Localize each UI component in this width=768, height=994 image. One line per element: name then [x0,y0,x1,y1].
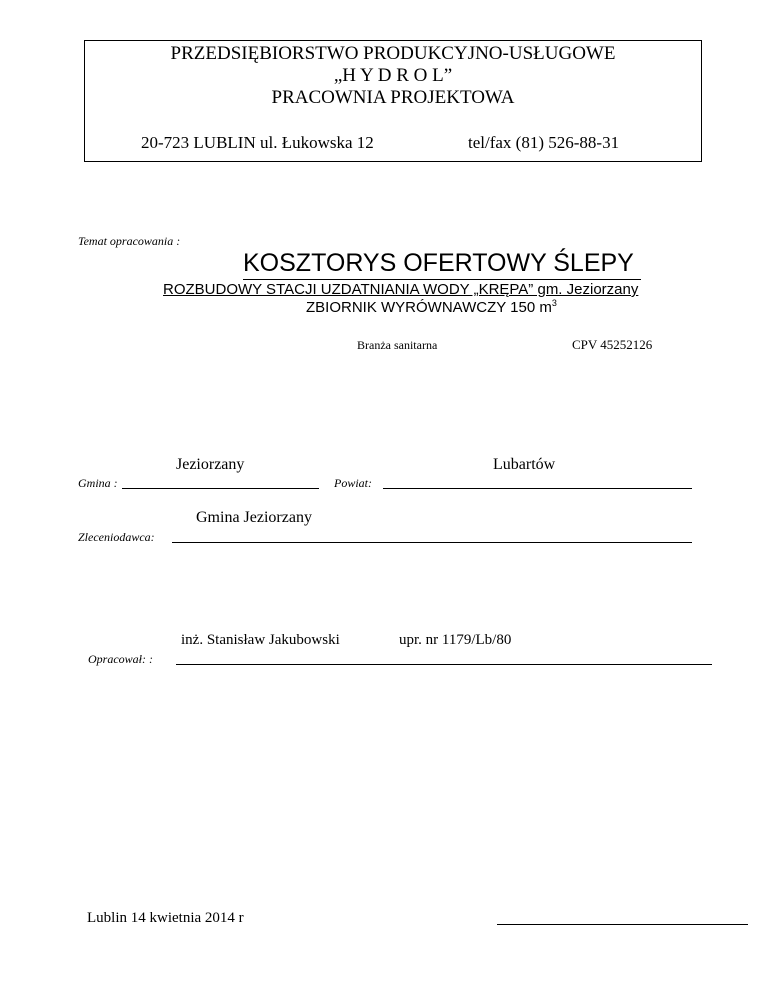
company-brand: „H Y D R O L” [333,65,453,86]
topic-label: Temat opracowania : [78,234,181,248]
zleceniodawca-value: Gmina Jeziorzany [196,509,312,526]
cpv-code: CPV 45252126 [572,337,653,352]
company-name: PRZEDSIĘBIORSTWO PRODUKCYJNO-USŁUGOWE [170,43,616,64]
company-department: PRACOWNIA PROJEKTOWA [271,87,515,108]
place-date: Lublin 14 kwietnia 2014 r [87,910,244,926]
powiat-value: Lubartów [493,456,556,473]
gmina-line [122,488,319,489]
powiat-label: Powiat: [334,476,372,490]
author-license: upr. nr 1179/Lb/80 [399,632,512,648]
subtitle-2-text: ZBIORNIK WYRÓWNAWCZY 150 m [306,299,552,316]
document-title [243,249,634,278]
branch-label: Branża sanitarna [357,338,438,352]
gmina-label: Gmina : [78,476,118,490]
gmina-value: Jeziorzany [176,456,245,473]
title-underline [243,279,641,280]
powiat-line [383,488,692,489]
company-header-box [84,40,702,162]
signature-line [497,924,748,925]
zleceniodawca-label: Zleceniodawca: [78,530,155,544]
document-subtitle-2 [306,298,557,316]
author-name: inż. Stanisław Jakubowski [181,632,340,648]
opracowal-line [176,664,712,665]
superscript-3: 3 [551,298,557,308]
opracowal-label: Opracował: : [88,652,153,666]
document-subtitle: ROZBUDOWY STACJI UZDATNIANIA WODY „KRĘPA” gm. Jeziorzany [163,281,639,298]
company-phone: tel/fax (81) 526-88-31 [468,133,620,152]
company-address: 20-723 LUBLIN ul. Łukowska 12 [141,133,374,152]
zleceniodawca-line [172,542,692,543]
document-title-text: KOSZTORYS OFERTOWY ŚLEPY [243,249,634,277]
